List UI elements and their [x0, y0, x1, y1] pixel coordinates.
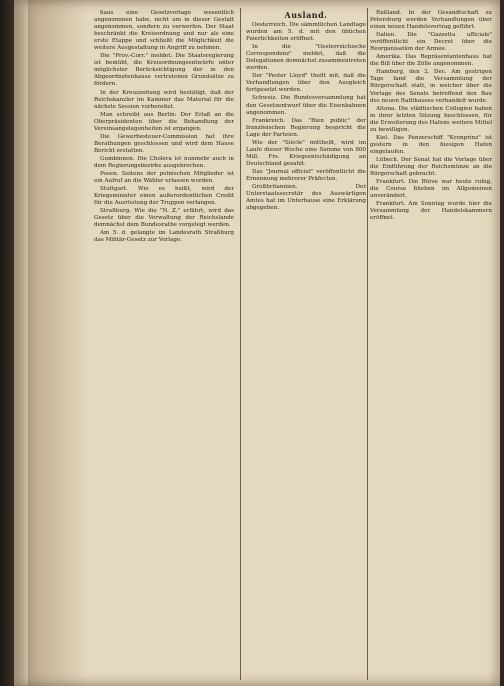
paragraph: Das "Journal officiel" veröffentlicht die Ernennung mehrerer Präfecten.	[246, 168, 366, 182]
column-1	[94, 10, 234, 680]
paragraph: Am 5. d. gelangte im Landesrath Straßburg das Militär-Gesetz zur Vorlage.	[94, 230, 234, 244]
paragraph: Kiel. Das Panzerschiff "Kronprinz" ist gestern in den hiesigen Hafen eingelaufen.	[370, 134, 492, 155]
page-shadow	[28, 0, 88, 686]
column-2	[246, 10, 366, 680]
paragraph: haus eine Gesetzvorlage wesentlich angenommen habe, nicht um in dieser Gestalt angenommen, sondern zu verwerfen. Der Staat beschränkt die Kreisordnung und nur als eine erste Etappe und schließt die Möglichkeit die weitere Ausgestaltung in Angriff zu nehmen.	[94, 10, 234, 52]
paragraph: In der Kreuzzeitung wird bestätigt, daß der Reichskanzler im Kammer das Material für die nächste Session vorbereitet.	[94, 89, 234, 110]
paragraph: Großbritannien. Der Unterstaatssecretär des Auswärtigen Amtes hat im Unterhause eine Erklärung abgegeben.	[246, 184, 366, 212]
column-3	[370, 10, 492, 680]
paragraph: Schweiz. Die Bundesversammlung hat den Gesetzentwurf über die Eisenbahnen angenommen.	[246, 95, 366, 116]
paragraph: Rußland. In der Gesandtschaft zu Petersburg werden Verhandlungen über einen neuen Handelsvertrag geführt.	[370, 10, 492, 31]
paragraph: Wie der "Siècle" mittheilt, wird im Laufe dieser Woche eine Summe von 800 Mill. Frs. Kriegsentschädigung an Deutschland gezahlt.	[246, 139, 366, 167]
paragraph: Frankreich. Das "Bien public" der französischen Regierung bespricht die Lage der Parteien.	[246, 117, 366, 138]
paragraph: Straßburg. Wie die "N. Z." erfährt, wird das Gesetz über die Verwaltung der Reichslande demnächst dem Bundesrathe vorgelegt werden.	[94, 208, 234, 229]
paragraph: Oesterreich. Die sämmtlichen Landtage wurden am 5. d. mit den üblichen Feierlichkeiten eröffnet.	[246, 22, 366, 43]
paragraph: Die "Prov.-Corr." meldet: Die Staatsregierung ist bemüht, die Kreisordnungsentwürfe unter möglichster Berücksichtigung der in den Abgeordnetenhause vertretenen Grundsätze zu fördern.	[94, 53, 234, 88]
newspaper-page	[14, 0, 500, 686]
paragraph: Stuttgart. Wie es heißt, wird der Kriegsminister einen außerordentlichen Credit für die Ausrüstung der Truppen verlangen.	[94, 186, 234, 207]
column-divider	[240, 8, 241, 680]
paragraph: Die Gewerbesteuer-Commission hat ihre Berathungen geschlossen und wird dem Hause Bericht erstatten.	[94, 133, 234, 154]
paragraph: Amerika. Das Repräsentantenhaus hat die Bill über die Zölle angenommen.	[370, 54, 492, 68]
paragraph: Der "Pester Lloyd" theilt mit, daß die Verhandlungen über den Ausgleich fortgesetzt werden.	[246, 73, 366, 94]
section-heading: Ausland.	[284, 10, 328, 20]
book-spine	[0, 0, 14, 686]
paragraph: Frankfurt. Am Sonntag wurde hier die Versammlung der Handelskammern eröffnet.	[370, 201, 492, 222]
column-divider	[367, 8, 368, 680]
paragraph: In die "Oesterreichische Correspondenz" meldet, daß die Delegationen demnächst zusammentreten werden.	[246, 44, 366, 72]
paragraph: Italien. Die "Gazzetta ufficiale" veröffentlicht ein Decret über die Reorganisation der Armee.	[370, 32, 492, 53]
paragraph: Altona. Die städtischen Collegien haben in ihrer letzten Sitzung beschlossen, für die Erweiterung des Hafens weitere Mittel zu bewilligen.	[370, 105, 492, 133]
paragraph: Lübeck. Der Senat hat die Vorlage über die Einführung der Reichsmünze an die Bürgerschaft gebracht.	[370, 156, 492, 178]
paragraph: Hamburg, den 2. Dec. Am gestrigen Tage fand die Versammlung der Bürgerschaft statt, in welcher über die Vorlage des Senats betreffend den Bau des neuen Rathhauses verhandelt wurde.	[370, 69, 492, 104]
paragraph: Posen. Seitens der polnischen Mitglieder ist ein Aufruf an die Wähler erlassen worden.	[94, 171, 234, 185]
paragraph: Frankfurt. Die Börse war heute ruhig, die Course blieben im Allgemeinen unverändert.	[370, 179, 492, 200]
paragraph: Gumbinnen. Die Cholera ist nunmehr auch in dem Regierungsbezirke ausgebrochen.	[94, 155, 234, 169]
paragraph: Man schreibt aus Berlin: Der Erlaß an die Oberpräsidenten über die Behandlung der Vereinsangelegenheiten ist ergangen.	[94, 111, 234, 132]
